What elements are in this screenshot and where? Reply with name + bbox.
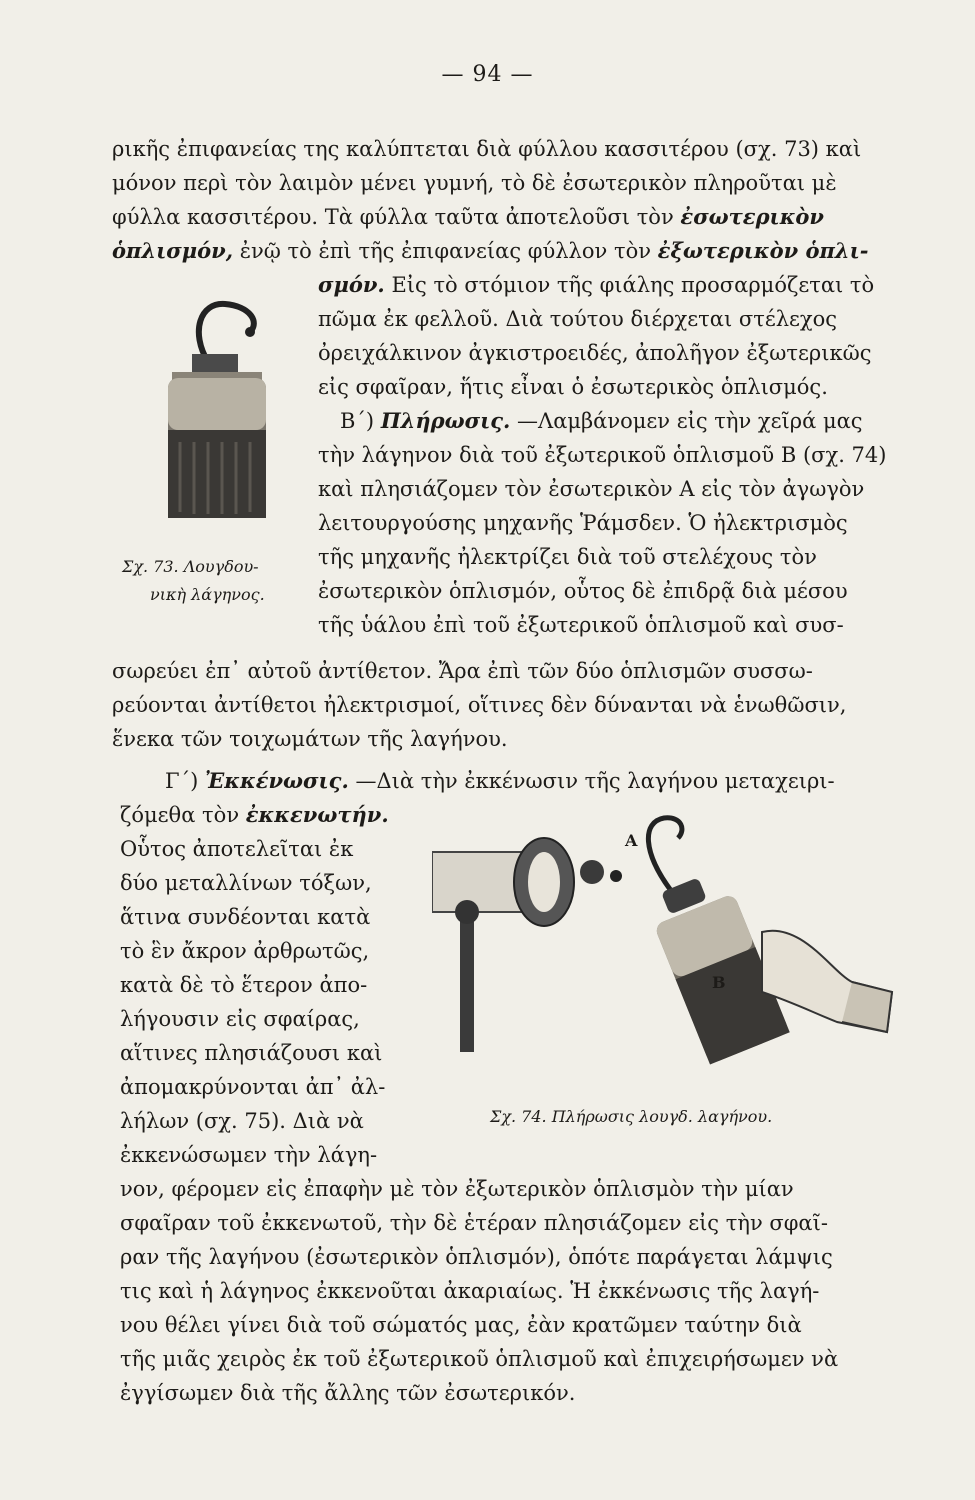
text-line: πῶμα ἐκ φελλοῦ. Διὰ τούτου διέρχεται στέλεχος — [318, 307, 838, 331]
text-line: ραν τῆς λαγήνου (ἐσωτερικὸν ὁπλισμόν), ὁπότε παράγεται λάμψις — [120, 1245, 833, 1269]
page-number: — 94 — — [441, 62, 534, 87]
text-line: ἅτινα συνδέονται κατὰ — [120, 905, 371, 929]
bold-term: ἐσωτερικὸν — [680, 204, 825, 229]
text-line — [112, 236, 869, 266]
text-line: δύο μεταλλίνων τόξων, — [120, 871, 372, 895]
text-line: τῆς μιᾶς χειρὸς ἐκ τοῦ ἐξωτερικοῦ ὁπλισμοῦ καὶ ἐπιχειρήσωμεν νὰ — [120, 1347, 839, 1371]
text-line — [112, 202, 824, 232]
bold-term: ὁπλισμόν, — [112, 238, 234, 263]
bold-term: Πλήρωσις. — [380, 408, 511, 433]
text-fragment: —Διὰ τὴν ἐκκένωσιν τῆς λαγήνου μεταχειρι- — [355, 769, 835, 793]
filling-leyden-jar-figure — [432, 812, 902, 1072]
text-line: τὸ ἓν ἄκρον ἀρθρωτῶς, — [120, 939, 370, 963]
text-line: τὴν λάγηνον διὰ τοῦ ἐξωτερικοῦ ὁπλισμοῦ Β (σχ. 74) — [318, 443, 887, 467]
bold-term: ἐκκενωτήν. — [245, 802, 389, 827]
text-line: τῆς ὑάλου ἐπὶ τοῦ ἐξωτερικοῦ ὁπλισμοῦ καὶ συσ- — [318, 613, 844, 637]
text-line: λήγουσιν εἰς σφαίρας, — [120, 1007, 360, 1031]
text-fragment: ἐνῷ τὸ ἐπὶ τῆς ἐπιφανείας φύλλον τὸν — [239, 239, 651, 263]
text-line — [318, 270, 874, 300]
bold-term: ἐξωτερικὸν ὁπλι- — [657, 238, 869, 263]
bold-term: σμόν. — [318, 272, 385, 297]
bold-term: Ἐκκένωσις. — [204, 768, 349, 793]
text-line: σφαῖραν τοῦ ἐκκενωτοῦ, τὴν δὲ ἑτέραν πλησιάζομεν εἰς τὴν σφαῖ- — [120, 1211, 828, 1235]
text-line: ἐγγίσωμεν διὰ τῆς ἄλλης τῶν ἐσωτερικόν. — [120, 1381, 576, 1405]
text-line — [340, 406, 863, 436]
text-line: τῆς μηχανῆς ἠλεκτρίζει διὰ τοῦ στελέχους τὸν — [318, 545, 817, 569]
text-line: ρεύονται ἀντίθετοι ἠλεκτρισμοί, οἵτινες δὲν δύνανται νὰ ἑνωθῶσιν, — [112, 693, 847, 717]
text-line: τις καὶ ἡ λάγηνος ἐκκενοῦται ἀκαριαίως. Ἡ ἐκκένωσις τῆς λαγή- — [120, 1279, 820, 1303]
text-line: σωρεύει ἐπ᾽ αὐτοῦ ἀντίθετον. Ἄρα ἐπὶ τῶν δύο ὁπλισμῶν συσσω- — [112, 659, 813, 683]
text-line: εἰς σφαῖραν, ἥτις εἶναι ὁ ἐσωτερικὸς ὁπλισμός. — [318, 375, 828, 399]
text-line: ἐκκενώσωμεν τὴν λάγη- — [120, 1143, 378, 1167]
section-label: Γ΄) — [165, 769, 199, 793]
text-line: καὶ πλησιάζομεν τὸν ἐσωτερικὸν Α εἰς τὸν ἀγωγὸν — [318, 477, 865, 501]
text-fragment: ζόμεθα τὸν — [120, 803, 240, 827]
text-line: ἀπομακρύνονται ἀπ᾽ ἀλ- — [120, 1075, 386, 1099]
text-line: λειτουργούσης μηχανῆς Ῥάμσδεν. Ὁ ἠλεκτρισμὸς — [318, 511, 848, 535]
leyden-jar-figure — [150, 292, 290, 532]
text-line: λήλων (σχ. 75). Διὰ νὰ — [120, 1109, 364, 1133]
figure-caption: Σχ. 74. Πλήρωσις λουγδ. λαγήνου. — [490, 1107, 773, 1126]
text-line: ρικῆς ἐπιφανείας της καλύπτεται διὰ φύλλου κασσιτέρου (σχ. 73) καὶ — [112, 137, 862, 161]
text-line: μόνον περὶ τὸν λαιμὸν μένει γυμνή, τὸ δὲ ἐσωτερικὸν πληροῦται μὲ — [112, 171, 837, 195]
figure-label-a: Α — [625, 831, 638, 850]
text-line: ἕνεκα τῶν τοιχωμάτων τῆς λαγήνου. — [112, 727, 508, 751]
text-fragment: φύλλα κασσιτέρου. Τὰ φύλλα ταῦτα ἀποτελοῦσι τὸν — [112, 205, 674, 229]
text-line — [165, 766, 835, 796]
text-fragment: —Λαμβάνομεν εἰς τὴν χεῖρά μας — [517, 409, 863, 433]
figure-caption: Σχ. 73. Λουγδου- — [122, 557, 259, 576]
text-line — [120, 800, 389, 830]
text-fragment: Εἰς τὸ στόμιον τῆς φιάλης προσαρμόζεται τὸ — [391, 273, 875, 297]
text-line: κατὰ δὲ τὸ ἕτερον ἀπο- — [120, 973, 368, 997]
text-line: αἵτινες πλησιάζουσι καὶ — [120, 1041, 383, 1065]
figure-label-b: Β — [712, 973, 726, 992]
text-line: ὀρειχάλκινον ἀγκιστροειδές, ἀπολῆγον ἐξωτερικῶς — [318, 341, 872, 365]
text-line: Οὗτος ἀποτελεῖται ἐκ — [120, 837, 354, 861]
section-label: Β΄) — [340, 409, 375, 433]
text-line: νου θέλει γίνει διὰ τοῦ σώματός μας, ἐὰν κρατῶμεν ταύτην διὰ — [120, 1313, 802, 1337]
text-line: ἐσωτερικὸν ὁπλισμόν, οὗτος δὲ ἐπιδρᾷ διὰ μέσου — [318, 579, 848, 603]
text-line: νον, φέρομεν εἰς ἐπαφὴν μὲ τὸν ἐξωτερικὸν ὁπλισμὸν τὴν μίαν — [120, 1177, 794, 1201]
figure-caption: νικὴ λάγηνος. — [150, 585, 265, 604]
